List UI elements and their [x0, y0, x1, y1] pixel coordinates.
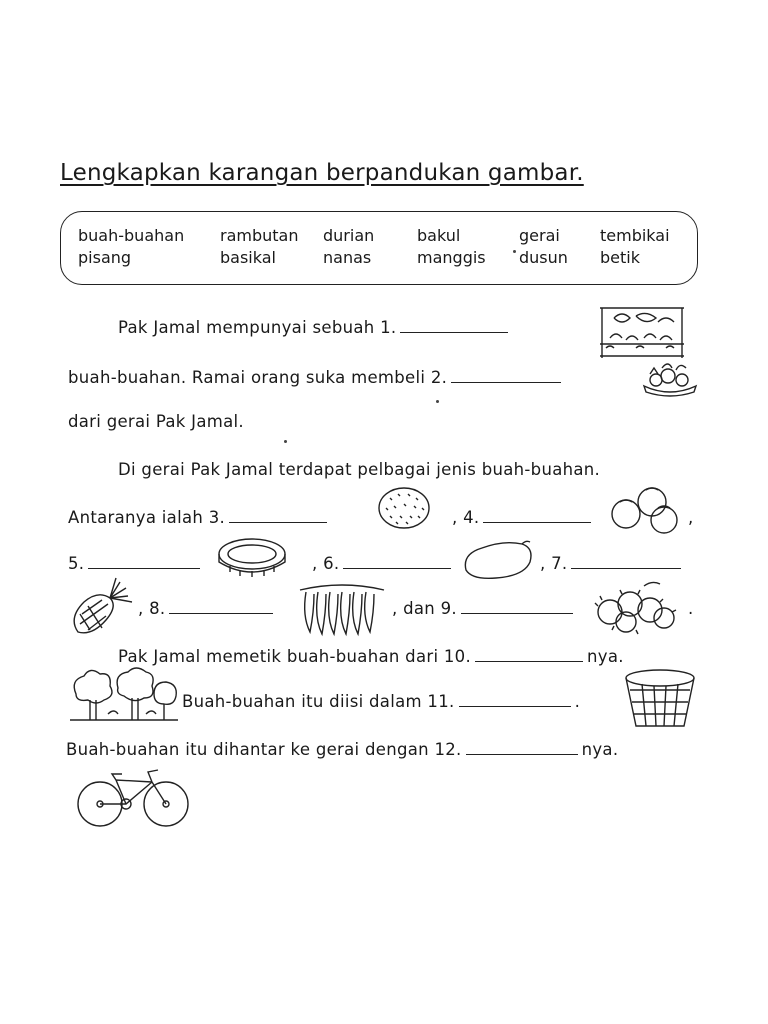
answer-blank-7[interactable]: [571, 567, 681, 569]
scan-speck: [284, 440, 287, 443]
passage-text: Buah-buahan itu dihantar ke gerai dengan 12.: [66, 740, 462, 759]
passage-line: [312, 554, 455, 573]
basket-icon: [622, 668, 698, 730]
passage-text: , 8.: [138, 599, 166, 618]
mangosteen-icon: [608, 486, 682, 534]
worksheet-title: Lengkapkan karangan berpandukan gambar.: [60, 160, 584, 186]
answer-blank-5[interactable]: [88, 567, 200, 569]
passage-line: [68, 508, 331, 527]
market-stall-icon: [596, 304, 688, 360]
rambutan-icon: [592, 580, 680, 634]
scan-speck: [436, 400, 439, 403]
passage-text: .: [574, 692, 581, 711]
answer-blank-2[interactable]: [451, 381, 561, 383]
answer-blank-10[interactable]: [475, 660, 583, 662]
passage-text: Di gerai Pak Jamal terdapat pelbagai jenis buah-buahan.: [118, 460, 601, 479]
passage-line: [392, 599, 577, 618]
word-bank-word: dusun: [519, 248, 568, 267]
passage-text: Antaranya ialah 3.: [68, 508, 226, 527]
passage-text: Buah-buahan itu diisi dalam 11.: [182, 692, 455, 711]
word-bank-word: gerai: [519, 226, 560, 245]
passage-text: , 6.: [312, 554, 340, 573]
passage-text: , 7.: [540, 554, 568, 573]
passage-line: [452, 508, 595, 527]
fruit-pile-icon: [640, 360, 700, 398]
passage-text: 5.: [68, 554, 85, 573]
scan-speck: [513, 250, 516, 253]
passage-text: buah-buahan. Ramai orang suka membeli 2.: [68, 368, 448, 387]
passage-text: ,: [688, 508, 694, 527]
passage-line: [68, 554, 204, 573]
passage-line: [66, 740, 618, 759]
passage-line: [68, 368, 565, 387]
answer-blank-8[interactable]: [169, 612, 273, 614]
passage-text: , 4.: [452, 508, 480, 527]
passage-line: [138, 599, 277, 618]
answer-blank-4[interactable]: [483, 521, 591, 523]
word-bank-word: pisang: [78, 248, 132, 267]
word-bank-word: durian: [323, 226, 375, 245]
word-bank-word: basikal: [220, 248, 276, 267]
durian-icon: [376, 486, 432, 530]
word-bank-word: buah-buahan: [78, 226, 185, 245]
answer-blank-1[interactable]: [400, 331, 508, 333]
watermelon-icon: [216, 536, 288, 578]
passage-text: .: [688, 599, 694, 618]
papaya-icon: [460, 538, 536, 582]
answer-blank-12[interactable]: [466, 753, 578, 755]
passage-text: dari gerai Pak Jamal.: [68, 412, 244, 431]
answer-blank-9[interactable]: [461, 612, 573, 614]
answer-blank-6[interactable]: [343, 567, 451, 569]
passage-line: [118, 318, 512, 337]
passage-line: [540, 554, 685, 573]
word-bank-word: bakul: [417, 226, 461, 245]
word-bank-word: nanas: [323, 248, 372, 267]
passage-line: [182, 692, 580, 711]
word-bank-word: tembikai: [600, 226, 670, 245]
passage-line: [118, 647, 624, 666]
pineapple-icon: [66, 574, 136, 638]
passage-text: nya.: [581, 740, 619, 759]
passage-text: nya.: [587, 647, 624, 666]
passage-line: [118, 460, 600, 479]
banana-icon: [296, 582, 386, 638]
orchard-icon: [68, 664, 180, 722]
answer-blank-3[interactable]: [229, 521, 327, 523]
passage-text: Pak Jamal memetik buah-buahan dari 10.: [118, 647, 472, 666]
word-bank-word: betik: [600, 248, 640, 267]
passage-line: [68, 412, 244, 431]
answer-blank-11[interactable]: [459, 705, 571, 707]
bicycle-icon: [76, 768, 190, 828]
passage-text: Pak Jamal mempunyai sebuah 1.: [118, 318, 397, 337]
word-bank-word: manggis: [417, 248, 486, 267]
word-bank-word: rambutan: [220, 226, 299, 245]
passage-text: , dan 9.: [392, 599, 457, 618]
